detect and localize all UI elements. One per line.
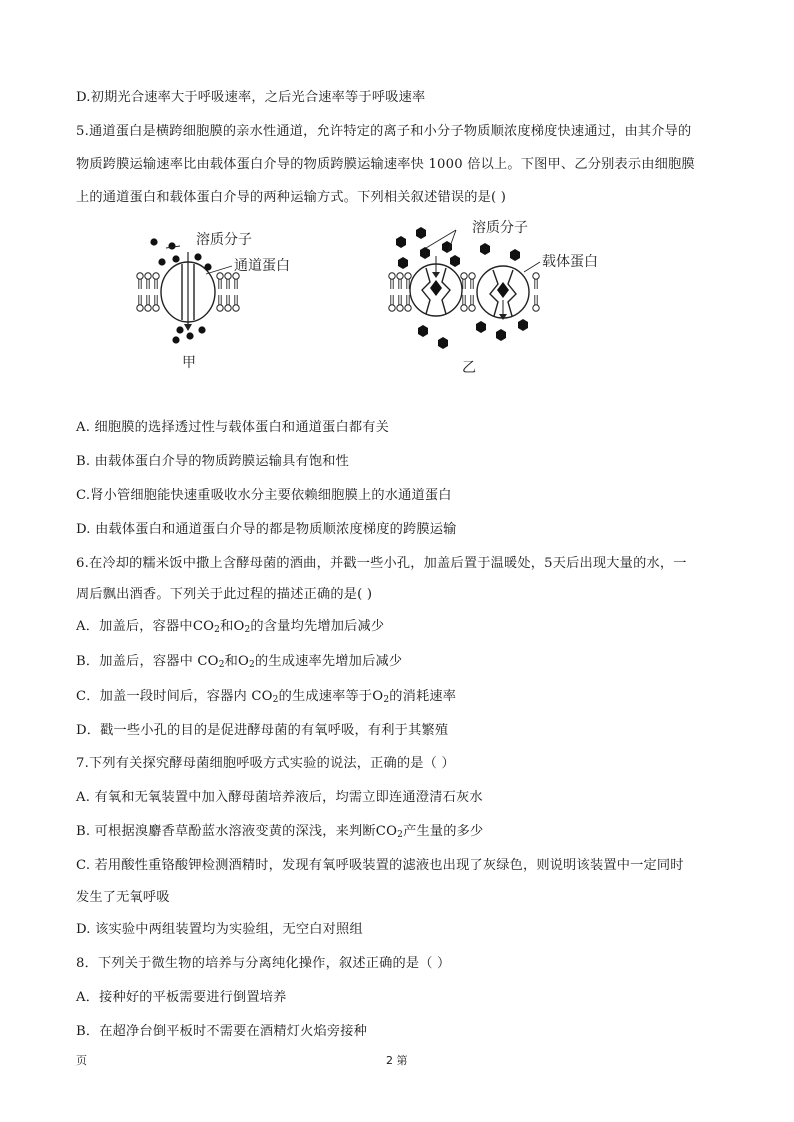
channel-protein-label: 通道蛋白	[234, 258, 290, 274]
option-b-q6-text-2: 和O	[224, 654, 250, 669]
phospholipid	[469, 295, 475, 311]
phospholipid	[533, 273, 539, 289]
option-b-q6-text-1: B．加盖后，容器中 CO	[76, 654, 219, 669]
option-c-q6-text-3: 的消耗速率	[389, 689, 457, 704]
membrane-transport-figure	[120, 212, 640, 380]
option-c-q6-text-2: 的生成速率等于O	[278, 689, 384, 704]
phospholipid	[389, 273, 395, 289]
phospholipid	[225, 273, 231, 289]
left-caption: 甲	[182, 355, 196, 371]
phospholipid	[137, 295, 143, 311]
phospholipid	[397, 295, 403, 311]
option-c-q7-line-2: 发生了无氧呼吸	[76, 890, 170, 905]
option-c-q5: C.肾小管细胞能快速重吸收水分主要依赖细胞膜上的水通道蛋白	[76, 488, 452, 503]
phospholipid	[389, 295, 395, 311]
phospholipid	[405, 295, 411, 311]
subscript: 2	[244, 625, 251, 635]
footer-page-number: 2 第	[386, 1054, 408, 1067]
question-8: 8．下列关于微生物的培养与分离纯化操作，叙述正确的是（ ）	[76, 956, 451, 971]
figure-svg	[120, 212, 640, 380]
footer-left: 页	[76, 1054, 87, 1067]
option-d-q5: D. 由载体蛋白和通道蛋白介导的都是物质顺浓度梯度的跨膜运输	[76, 522, 457, 537]
option-d-q6: D．戳一些小孔的目的是促进酵母菌的有氧呼吸，有利于其繁殖	[76, 723, 449, 738]
option-b-q8: B．在超净台倒平板时不需要在酒精灯火焰旁接种	[76, 1024, 368, 1039]
option-a-q7: A. 有氧和无氧装置中加入酵母菌培养液后，均需立即连通澄清石灰水	[76, 790, 483, 805]
option-c-q7-line-1: C. 若用酸性重铬酸钾检测酒精时，发现有氧呼吸装置的滤液也出现了灰绿色，则说明该装置中一定同时	[76, 858, 684, 873]
question-5-line-2: 物质跨膜运输速率比由载体蛋白介导的物质跨膜运输速率快 1000 倍以上。下图甲、乙分别表示由细胞膜	[76, 157, 695, 172]
phospholipid	[233, 273, 239, 289]
carrier-protein-label: 载体蛋白	[542, 254, 598, 270]
question-6-line-1: 6.在冷却的糯米饭中撒上含酵母菌的酒曲，并戳一些小孔，加盖后置于温暖处，5天后出现大量的水，一	[76, 556, 687, 571]
option-a-q6	[76, 615, 384, 634]
option-b-q6-text-3: 的生成速率先增加后减少	[254, 654, 403, 669]
question-6-line-2: 周后飘出酒香。下列关于此过程的描述正确的是( )	[76, 587, 373, 602]
option-d-q4: D.初期光合速率大于呼吸速率，之后光合速率等于呼吸速率	[76, 90, 426, 105]
subscript: 2	[218, 660, 225, 670]
right-caption: 乙	[462, 360, 476, 376]
phospholipid	[469, 273, 475, 289]
option-b-q7-text-2: 产生量的多少	[403, 824, 484, 839]
question-5-line-1: 5.通道蛋白是横跨细胞膜的亲水性通道，允许特定的离子和小分子物质顺浓度梯度快速通过，由其介导的	[76, 124, 692, 139]
option-c-q6-text-1: C．加盖一段时间后，容器内 CO	[76, 689, 273, 704]
option-a-q6-text-1: A．加盖后，容器中CO	[76, 619, 215, 634]
question-5-line-3: 上的通道蛋白和载体蛋白介导的两种运输方式。下列相关叙述错误的是( )	[76, 190, 507, 205]
option-b-q7-text-1: B. 可根据溴麝香草酚蓝水溶液变黄的深浅，来判断CO	[76, 824, 398, 839]
option-a-q8: A．接种好的平板需要进行倒置培养	[76, 990, 287, 1005]
phospholipid	[397, 273, 403, 289]
subscript: 2	[272, 695, 279, 705]
phospholipid	[533, 295, 539, 311]
phospholipid	[233, 295, 239, 311]
phospholipid	[461, 295, 467, 311]
phospholipid	[217, 273, 223, 289]
option-a-q5: A. 细胞膜的选择透过性与载体蛋白和通道蛋白都有关	[76, 420, 390, 435]
option-b-q6	[76, 650, 402, 669]
option-b-q7	[76, 820, 483, 839]
carrier-protein-2	[477, 266, 529, 320]
subscript: 2	[214, 625, 221, 635]
right-solute-label: 溶质分子	[472, 220, 528, 236]
phospholipid	[217, 295, 223, 311]
subscript: 2	[397, 830, 404, 840]
phospholipid	[145, 295, 151, 311]
phospholipid	[153, 273, 159, 289]
phospholipid	[137, 273, 143, 289]
option-a-q6-text-2: 和O	[220, 619, 245, 634]
phospholipid	[225, 295, 231, 311]
option-c-q6	[76, 685, 456, 704]
phospholipid	[153, 295, 159, 311]
option-d-q7: D. 该实验中两组装置均为实验组，无空白对照组	[76, 922, 363, 937]
phospholipid	[145, 273, 151, 289]
subscript: 2	[249, 660, 255, 670]
option-a-q6-text-3: 的含量均先增加后减少	[250, 619, 385, 634]
option-b-q5: B. 由载体蛋白介导的物质跨膜运输具有饱和性	[76, 454, 350, 469]
subscript: 2	[383, 695, 390, 705]
question-7: 7.下列有关探究酵母菌细胞呼吸方式实验的说法，正确的是（ ）	[76, 756, 455, 771]
left-solute-label: 溶质分子	[196, 232, 252, 248]
